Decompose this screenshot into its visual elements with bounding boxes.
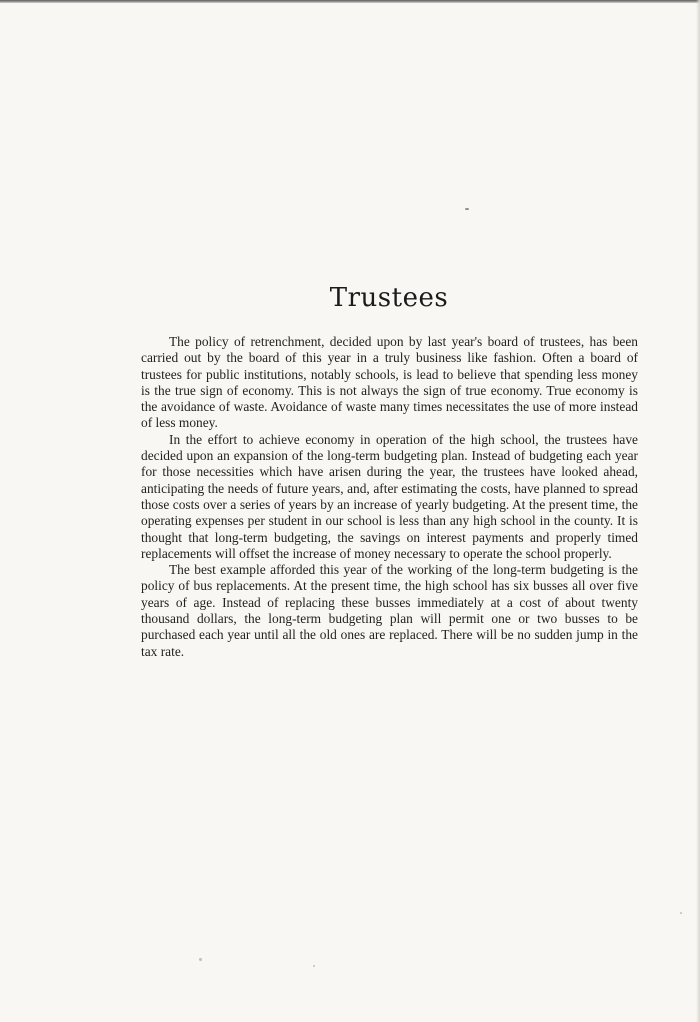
paper-speck [680,912,682,914]
paragraph-bus-replacements: The best example afforded this year of the working of the long-term budgeting is the policy of bus replacements. At the present time, the high school has six busses all over five years of age. Instead of replacing these busses immediately at a cost of about twenty thousand dollars, the long-term budgeting plan will permit one or two busses to be purchased each year until all the old ones are replaced. There will be no sudden jump in the tax rate. [141,562,638,659]
page-title: Trustees [329,283,449,313]
paper-speck [199,958,202,961]
paper-speck [465,208,469,210]
paper-speck [313,965,315,967]
page-right-edge [696,0,700,1022]
body-text [141,334,638,660]
paragraph-long-term-budgeting: In the effort to achieve economy in operation of the high school, the trustees have decided upon an expansion of the long-term budgeting plan. Instead of budgeting each year for those necessities which have arisen during the year, the trustees have looked ahead, anticipating the needs of future years, and, after estimating the costs, have planned to spread those costs over a series of years by an increase of yearly budgeting. At the present time, the operating expenses per student in our school is less than any high school in the county. It is thought that long-term budgeting, the savings on interest payments and properly timed replacements will offset the increase of money necessary to operate the school properly. [141,431,638,561]
page-top-edge [0,0,700,3]
paragraph-retrenchment: The policy of retrenchment, decided upon by last year's board of trustees, has been carried out by the board of this year in a truly business like fashion. Often a board of trustees for public institutions, notably schools, is lead to believe that spending less money is the true sign of economy. This is not always the sign of true economy. True economy is the avoidance of waste. Avoidance of waste many times necessitates the use of more instead of less money. [141,334,638,431]
